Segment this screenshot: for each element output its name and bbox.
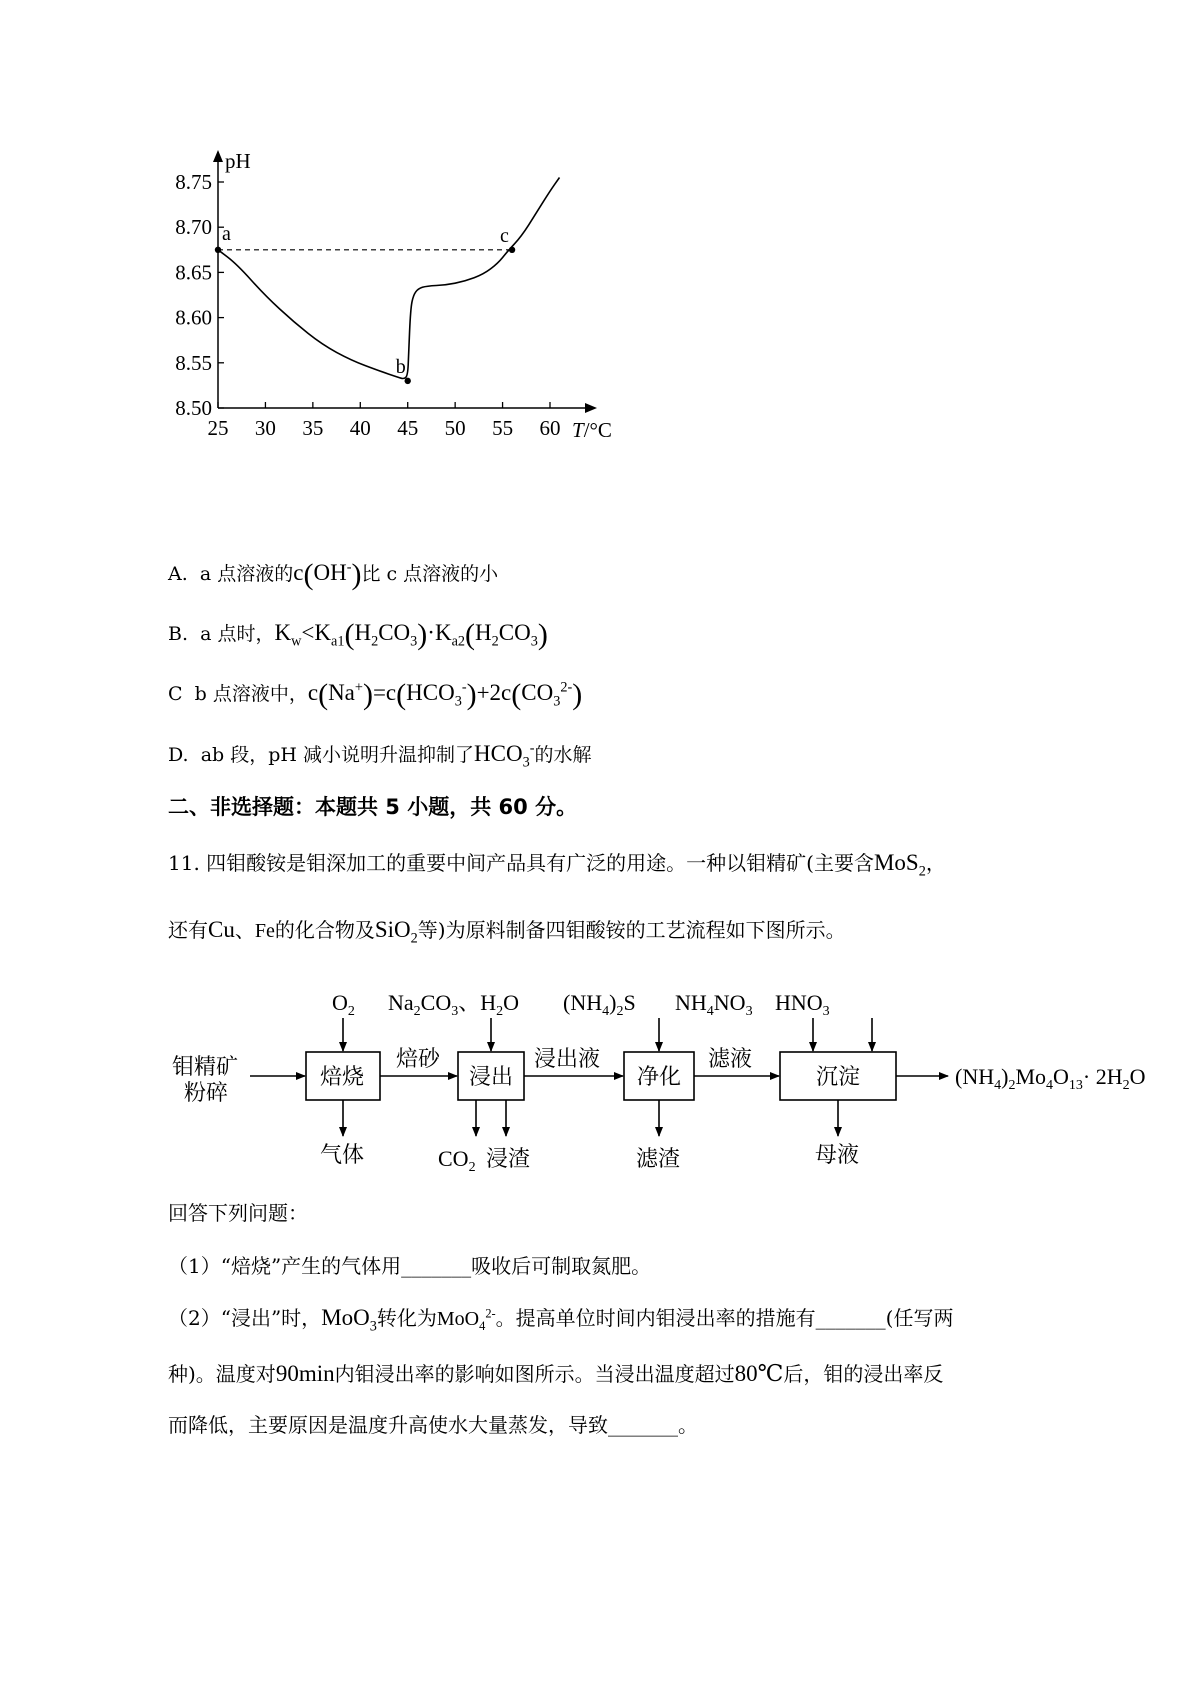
reagent-nh42s: $(NH_4)_2S$ [563, 990, 636, 1019]
answer-intro: 回答下列问题： [168, 1201, 308, 1225]
x-tick-label: 40 [349, 416, 371, 440]
answer-part-2-line-1: （2）“浸出”时，MoO$_3$转化为MoO$_4^{2-}$。提高单位时间内钼浸出率的措施有_______(任写两 [168, 1305, 954, 1335]
y-tick-label: 8.60 [175, 305, 212, 330]
product-formula: $(NH_4)_2Mo_4O_{13}\cdot 2H_2O$ [955, 1064, 1146, 1093]
option-a-text-2: 比 c 点溶液的小 [361, 563, 499, 585]
option-a-prefix: A. [168, 563, 188, 585]
x-tick-label: 45 [397, 416, 419, 440]
point-label-a: a [222, 222, 231, 245]
option-b-text-1: a 点时， [200, 623, 275, 645]
x-axis-label: T/°C [572, 418, 612, 442]
option-c-prefix: C [168, 683, 183, 705]
answer-part-1: （1）“焙烧”产生的气体用_______吸收后可制取氮肥。 [168, 1254, 652, 1278]
answer-part-2-line-3: 而降低，主要原因是温度升高使水大量蒸发，导致_______。 [168, 1413, 698, 1437]
y-tick-label: 8.55 [175, 350, 212, 375]
option-d-prefix: D. [168, 744, 189, 766]
point-label-c: c [500, 224, 509, 247]
y-tick-label: 8.50 [175, 396, 212, 420]
x-tick-label: 55 [492, 416, 514, 440]
x-tick-label: 50 [444, 416, 466, 440]
point-c [509, 247, 515, 253]
box-leach-label: 浸出 [469, 1064, 514, 1089]
option-a-text-1: a 点溶液的 [199, 563, 294, 585]
answer-part-2-line-2: 种)。温度对90min内钼浸出率的影响如图所示。当浸出温度超过80℃后，钼的浸出率反 [168, 1361, 944, 1386]
x-tick-label: 35 [302, 416, 324, 440]
output-leach-residue: 浸渣 [486, 1146, 531, 1171]
process-flow-diagram [160, 970, 1160, 1180]
y-tick-label: 8.65 [175, 260, 212, 285]
box-roast-label: 焙烧 [320, 1064, 365, 1089]
output-co2: $CO_2$ [438, 1146, 476, 1175]
option-b-prefix: B. [168, 623, 189, 645]
start-label-2: 粉碎 [184, 1080, 229, 1105]
arrow-label-filtrate: 滤液 [708, 1046, 753, 1071]
point-label-b: b [395, 355, 406, 378]
x-tick-label: 60 [539, 416, 561, 440]
option-d-text-1: ab 段，pH 减小说明升温抑制了 [200, 744, 475, 766]
q11-line-1: 11. 四钼酸铵是钼深加工的重要中间产品具有广泛的用途。一种以钼精矿(主要含MoS$_2$， [168, 850, 946, 880]
output-gas: 气体 [320, 1142, 365, 1167]
box-precipitate-label: 沉淀 [816, 1064, 861, 1089]
y-tick-label: 8.70 [175, 215, 212, 240]
arrow-label-calcine: 焙砂 [396, 1046, 441, 1071]
reagent-nh4no3: $NH_4NO_3$ [675, 990, 753, 1019]
x-tick-label: 30 [254, 416, 276, 440]
output-filter-residue: 滤渣 [636, 1146, 681, 1171]
option-d-text-2: 的水解 [534, 744, 592, 766]
point-b [405, 378, 411, 384]
x-axis-arrow-icon [585, 403, 597, 413]
option-d: D. ab 段，pH 减小说明升温抑制了$HCO_3^-$的水解 [168, 740, 592, 771]
section-heading: 二、非选择题：本题共 5 小题，共 60 分。 [168, 795, 578, 819]
start-label-1: 钼精矿 [172, 1054, 239, 1079]
x-tick-label: 25 [207, 416, 229, 440]
reagent-hno3: $HNO_3$ [775, 990, 830, 1019]
ph-temperature-chart [160, 148, 680, 483]
arrow-label-leachate: 浸出液 [534, 1046, 601, 1071]
q11-line-2: 还有Cu、Fe的化合物及SiO$_2$等)为原料制备四钼酸铵的工艺流程如下图所示。 [168, 917, 846, 947]
option-c: C b 点溶液中，$c(Na^+)=c(HCO_3^-)+2c(CO_3^{2-})$ [168, 678, 583, 711]
box-purify-label: 净化 [637, 1064, 682, 1089]
option-a: A. a 点溶液的c(OH-)比 c 点溶液的小 [168, 558, 499, 591]
y-axis-arrow-icon [213, 150, 223, 162]
y-tick-label: 8.75 [175, 170, 212, 194]
ph-curve [218, 178, 560, 379]
output-mother-liquor: 母液 [815, 1142, 860, 1167]
point-a [215, 247, 221, 253]
reagent-o2: $O_2$ [332, 990, 355, 1019]
option-c-text-1: b 点溶液中， [194, 683, 308, 705]
option-b: B. a 点时，$K_w<K_{a1}(H_2CO_3)\cdot K_{a2}(H_2CO_3)$ [168, 618, 548, 651]
reagent-na2co3: $Na_2CO_3$、$H_2O$ [388, 990, 519, 1019]
y-axis-label: pH [225, 149, 251, 173]
